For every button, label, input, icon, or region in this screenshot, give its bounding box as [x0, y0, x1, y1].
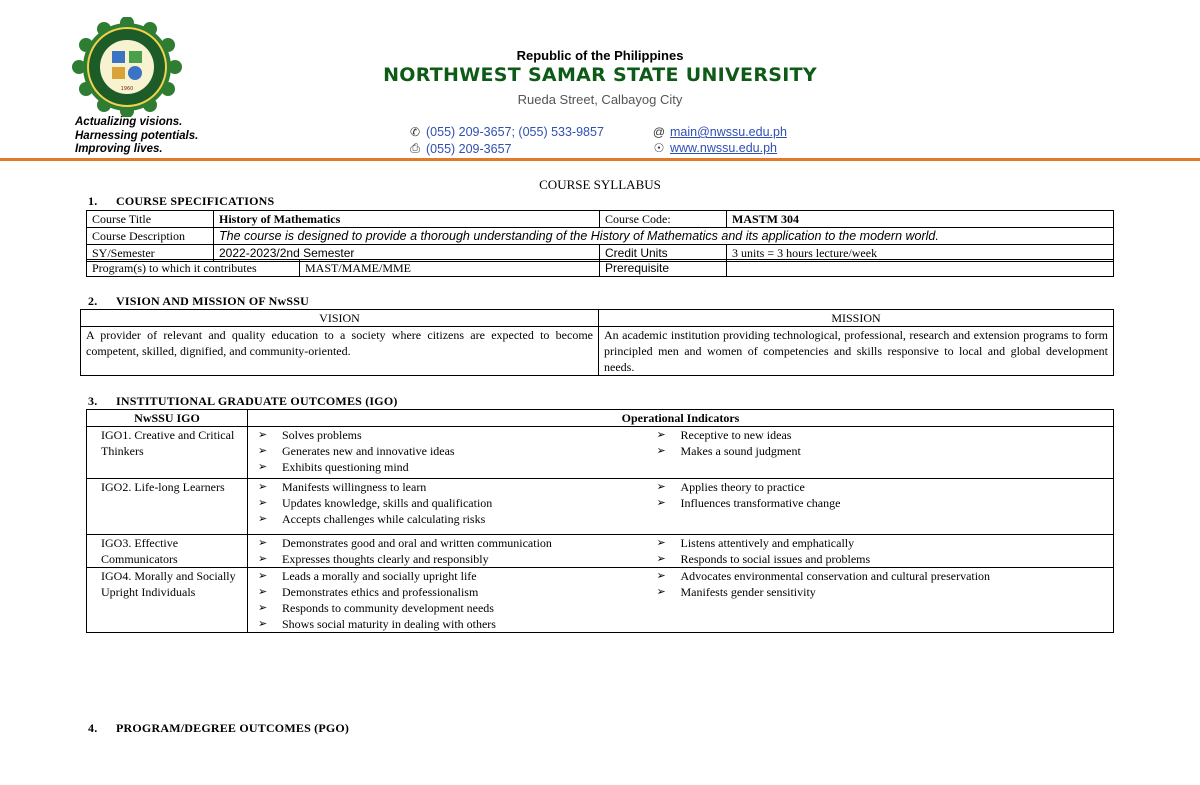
mission-header: MISSION: [599, 310, 1114, 327]
svg-text:1960: 1960: [120, 86, 134, 92]
table-row: [87, 427, 1114, 479]
list-item: ➢ Manifests willingness to learn: [258, 479, 647, 495]
list-item: ➢ Shows social maturity in dealing with others: [258, 616, 647, 632]
section-label: INSTITUTIONAL GRADUATE OUTCOMES (IGO): [116, 394, 398, 408]
tagline-line: Actualizing visions.: [75, 116, 183, 128]
section-number: 1.: [88, 194, 98, 208]
indicators-left: [248, 427, 652, 479]
program-value: MAST/MAME/MME: [300, 260, 600, 277]
credit-units-label: Credit Units: [600, 245, 727, 262]
section-heading: [88, 394, 398, 409]
indicators-right: [652, 479, 1114, 535]
course-desc-value: The course is designed to provide a thorough understanding of the History of Mathematics and its application to the modern world.: [214, 228, 1114, 245]
list-item: ➢ Applies theory to practice: [657, 479, 1109, 495]
website-line: [652, 141, 777, 155]
prerequisite-value: [727, 260, 1114, 277]
list-item: ➢ Exhibits questioning mind: [258, 459, 647, 475]
indicators-right: [652, 535, 1114, 568]
igo-header: NwSSU IGO: [87, 410, 248, 427]
list-item: ➢ Influences transformative change: [657, 495, 1109, 511]
igo-table: [86, 409, 1114, 633]
list-item: ➢ Makes a sound judgment: [657, 443, 1109, 459]
igo-name: IGO4. Morally and Socially Upright Individuals: [87, 568, 248, 633]
list-item: ➢ Listens attentively and emphatically: [657, 535, 1109, 551]
table-row: [87, 568, 1114, 633]
program-label: Program(s) to which it contributes: [87, 260, 300, 277]
table-row: [81, 327, 1114, 376]
vision-mission-table: [80, 309, 1114, 376]
fax-number: (055) 209-3657: [426, 141, 512, 156]
globe-icon: ☉: [653, 141, 665, 155]
section-label: COURSE SPECIFICATIONS: [116, 194, 275, 208]
course-program-table: [86, 259, 1114, 277]
list-item: ➢ Responds to social issues and problems: [657, 551, 1109, 567]
at-icon: @: [652, 125, 666, 139]
indicators-header: Operational Indicators: [248, 410, 1114, 427]
prerequisite-label: Prerequisite: [600, 260, 727, 277]
table-row: [87, 211, 1114, 228]
section-heading: [88, 194, 274, 209]
list-item: ➢ Expresses thoughts clearly and responsibly: [258, 551, 647, 567]
list-item: ➢ Demonstrates good and oral and written communication: [258, 535, 647, 551]
list-item: ➢ Manifests gender sensitivity: [657, 584, 1109, 600]
university-name: NORTHWEST SAMAR STATE UNIVERSITY: [383, 64, 817, 86]
phone-numbers: (055) 209-3657; (055) 533-9857: [426, 125, 604, 139]
university-address: Rueda Street, Calbayog City: [517, 92, 683, 107]
list-item: ➢ Updates knowledge, skills and qualification: [258, 495, 647, 511]
list-item: ➢ Solves problems: [258, 427, 647, 443]
fax-line: [408, 141, 511, 156]
list-item: ➢ Demonstrates ethics and professionalism: [258, 584, 647, 600]
igo-name: IGO2. Life-long Learners: [87, 479, 248, 535]
tagline-line: Harnessing potentials.: [75, 129, 199, 142]
section-label: PROGRAM/DEGREE OUTCOMES (PGO): [116, 721, 350, 735]
email-line: [652, 125, 787, 139]
indicators-left: [248, 535, 652, 568]
indicators-left: [248, 568, 652, 633]
email-link[interactable]: main@nwssu.edu.ph: [670, 125, 787, 139]
list-item: ➢ Responds to community development needs: [258, 600, 647, 616]
vision-text: A provider of relevant and quality education to a society where citizens are expected to become competent, skilled, dignified, and community-oriented.: [81, 327, 599, 376]
header-divider: [0, 158, 1200, 161]
course-desc-label: Course Description: [87, 228, 214, 245]
list-item: ➢ Generates new and innovative ideas: [258, 443, 647, 459]
list-item: ➢ Accepts challenges while calculating risks: [258, 511, 647, 527]
table-row: [87, 535, 1114, 568]
table-row: [81, 310, 1114, 327]
document-title: COURSE SYLLABUS: [539, 177, 661, 192]
section-number: 3.: [88, 394, 98, 408]
indicators-right: [652, 427, 1114, 479]
table-row: [87, 228, 1114, 245]
indicators-left: [248, 479, 652, 535]
table-row: [87, 479, 1114, 535]
indicators-right: [652, 568, 1114, 633]
phone-icon: ✆: [409, 125, 421, 139]
course-title-value: History of Mathematics: [214, 211, 600, 228]
section-heading: [88, 294, 309, 309]
vision-header: VISION: [81, 310, 599, 327]
table-row: [87, 410, 1114, 427]
sy-label: SY/Semester: [87, 245, 214, 262]
republic-heading: Republic of the Philippines: [516, 48, 684, 63]
table-row: [87, 260, 1114, 277]
list-item: ➢ Receptive to new ideas: [657, 427, 1109, 443]
igo-name: IGO3. Effective Communicators: [87, 535, 248, 568]
credit-units-value: 3 units = 3 hours lecture/week: [727, 245, 1114, 262]
course-specs-table: [86, 210, 1114, 262]
course-code-value: MASTM 304: [727, 211, 1114, 228]
tagline: [75, 116, 198, 157]
sy-value: 2022-2023/2nd Semester: [214, 245, 600, 262]
fax-icon: ⎙: [410, 141, 420, 155]
section-heading: [88, 721, 349, 736]
section-number: 4.: [88, 721, 98, 735]
course-title-label: Course Title: [87, 211, 214, 228]
course-code-label: Course Code:: [600, 211, 727, 228]
section-number: 2.: [88, 294, 98, 308]
website-link[interactable]: www.nwssu.edu.ph: [670, 141, 778, 155]
tagline-line: Improving lives.: [75, 143, 163, 155]
mission-text: An academic institution providing technological, professional, research and extension programs to form principled men and women of competencies and skills responsive to local and global development needs.: [599, 327, 1114, 376]
phone-line: [408, 125, 604, 139]
list-item: ➢ Advocates environmental conservation and cultural preservation: [657, 568, 1109, 584]
list-item: ➢ Leads a morally and socially upright life: [258, 568, 647, 584]
igo-name: IGO1. Creative and Critical Thinkers: [87, 427, 248, 479]
section-label: VISION AND MISSION OF NwSSU: [116, 294, 309, 308]
